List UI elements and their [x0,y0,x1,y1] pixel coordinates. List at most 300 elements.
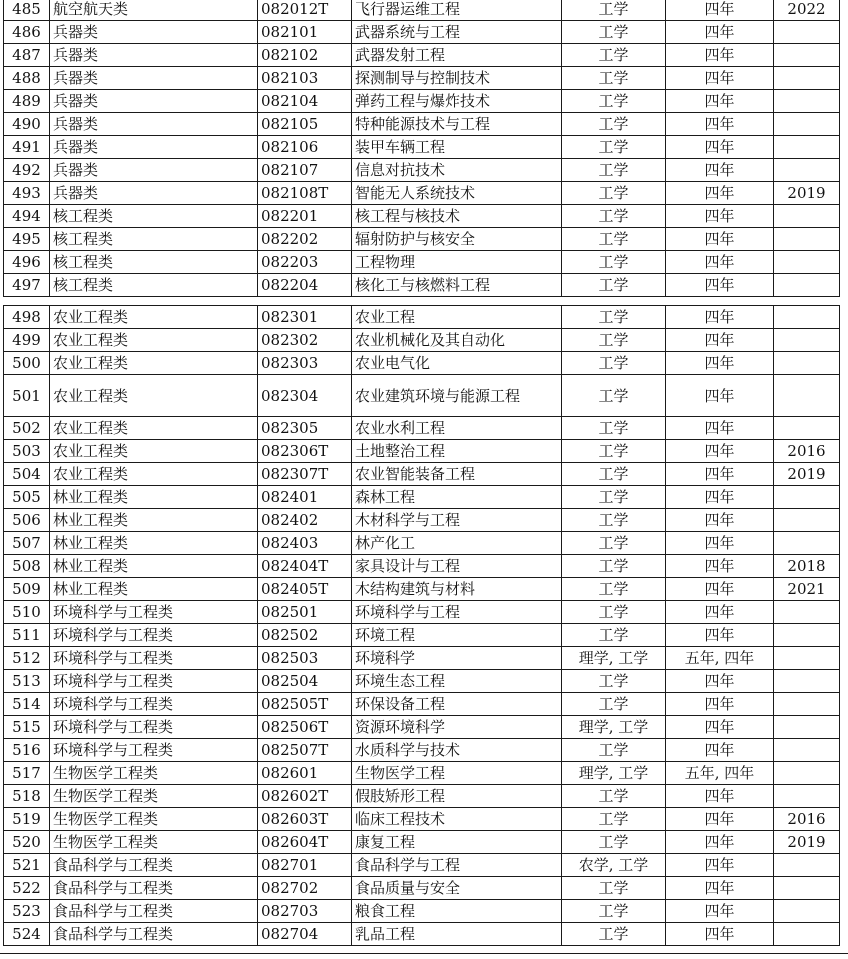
duration-cell: 四年 [666,67,774,90]
major-code-cell: 082101 [258,21,352,44]
duration-cell: 四年 [666,375,774,417]
degree-cell: 工学 [562,509,666,532]
table-row [4,67,840,90]
degree-cell: 工学 [562,228,666,251]
table-row [4,205,840,228]
row-number: 520 [4,831,50,854]
table-row [4,375,840,417]
table-row [4,647,840,670]
category-cell: 食品科学与工程类 [50,877,258,900]
row-number: 515 [4,716,50,739]
year-added-cell [774,274,840,297]
major-code-cell: 082301 [258,306,352,329]
category-cell: 农业工程类 [50,306,258,329]
table-row [4,555,840,578]
year-added-cell [774,785,840,808]
major-name-cell: 农业电气化 [352,352,562,375]
row-number: 524 [4,923,50,946]
table-row [4,463,840,486]
category-cell: 林业工程类 [50,532,258,555]
major-code-cell: 082203 [258,251,352,274]
category-cell: 农业工程类 [50,463,258,486]
degree-cell: 工学 [562,440,666,463]
table-row [4,762,840,785]
major-name-cell: 弹药工程与爆炸技术 [352,90,562,113]
row-number: 493 [4,182,50,205]
row-number: 500 [4,352,50,375]
table-row [4,113,840,136]
duration-cell: 四年 [666,808,774,831]
duration-cell: 四年 [666,693,774,716]
table-row [4,274,840,297]
major-name-cell: 食品质量与安全 [352,877,562,900]
degree-cell: 工学 [562,486,666,509]
category-cell: 环境科学与工程类 [50,693,258,716]
degree-cell: 工学 [562,463,666,486]
degree-cell: 理学, 工学 [562,762,666,785]
year-added-cell [774,486,840,509]
duration-cell: 四年 [666,555,774,578]
category-cell: 兵器类 [50,159,258,182]
major-code-cell: 082701 [258,854,352,877]
major-code-cell: 082201 [258,205,352,228]
table-row [4,578,840,601]
table-row [4,182,840,205]
year-added-cell [774,647,840,670]
row-number: 497 [4,274,50,297]
degree-cell: 工学 [562,693,666,716]
duration-cell: 四年 [666,785,774,808]
major-code-cell: 082202 [258,228,352,251]
degree-cell: 工学 [562,785,666,808]
category-cell: 兵器类 [50,136,258,159]
degree-cell: 农学, 工学 [562,854,666,877]
majors-table-upper [3,0,840,297]
major-name-cell: 临床工程技术 [352,808,562,831]
table-row [4,159,840,182]
row-number: 512 [4,647,50,670]
degree-cell: 工学 [562,90,666,113]
major-name-cell: 农业智能装备工程 [352,463,562,486]
major-code-cell: 082501 [258,601,352,624]
duration-cell: 四年 [666,182,774,205]
year-added-cell [774,509,840,532]
row-number: 517 [4,762,50,785]
degree-cell: 工学 [562,923,666,946]
year-added-cell [774,352,840,375]
year-added-cell: 2021 [774,578,840,601]
table-row [4,136,840,159]
row-number: 502 [4,417,50,440]
degree-cell: 工学 [562,578,666,601]
category-cell: 航空航天类 [50,0,258,21]
year-added-cell: 2019 [774,463,840,486]
year-added-cell: 2016 [774,808,840,831]
table-row [4,306,840,329]
row-number: 518 [4,785,50,808]
major-name-cell: 土地整治工程 [352,440,562,463]
table-row [4,0,840,21]
duration-cell: 四年 [666,274,774,297]
year-added-cell [774,67,840,90]
category-cell: 农业工程类 [50,352,258,375]
major-name-cell: 家具设计与工程 [352,555,562,578]
row-number: 491 [4,136,50,159]
major-name-cell: 环境生态工程 [352,670,562,693]
table-row [4,831,840,854]
table-row [4,693,840,716]
table-row [4,329,840,352]
category-cell: 林业工程类 [50,555,258,578]
duration-cell: 四年 [666,900,774,923]
major-code-cell: 082507T [258,739,352,762]
degree-cell: 工学 [562,113,666,136]
table-row [4,923,840,946]
year-added-cell [774,693,840,716]
major-code-cell: 082204 [258,274,352,297]
major-code-cell: 082704 [258,923,352,946]
table-row [4,509,840,532]
degree-cell: 工学 [562,251,666,274]
row-number: 513 [4,670,50,693]
major-name-cell: 食品科学与工程 [352,854,562,877]
major-name-cell: 资源环境科学 [352,716,562,739]
duration-cell: 四年 [666,417,774,440]
row-number: 490 [4,113,50,136]
category-cell: 兵器类 [50,90,258,113]
major-name-cell: 生物医学工程 [352,762,562,785]
table-row [4,854,840,877]
major-name-cell: 木结构建筑与材料 [352,578,562,601]
table-row [4,90,840,113]
table-row [4,228,840,251]
major-name-cell: 环境科学与工程 [352,601,562,624]
year-added-cell [774,44,840,67]
major-name-cell: 农业工程 [352,306,562,329]
category-cell: 环境科学与工程类 [50,647,258,670]
major-code-cell: 082102 [258,44,352,67]
major-name-cell: 智能无人系统技术 [352,182,562,205]
major-name-cell: 装甲车辆工程 [352,136,562,159]
duration-cell: 四年 [666,306,774,329]
year-added-cell: 2019 [774,831,840,854]
row-number: 509 [4,578,50,601]
major-code-cell: 082306T [258,440,352,463]
table-row [4,21,840,44]
category-cell: 生物医学工程类 [50,808,258,831]
row-number: 489 [4,90,50,113]
category-cell: 农业工程类 [50,329,258,352]
major-code-cell: 082602T [258,785,352,808]
table-row [4,486,840,509]
duration-cell: 四年 [666,601,774,624]
row-number: 514 [4,693,50,716]
major-name-cell: 信息对抗技术 [352,159,562,182]
major-name-cell: 康复工程 [352,831,562,854]
duration-cell: 四年 [666,923,774,946]
duration-cell: 四年 [666,440,774,463]
category-cell: 食品科学与工程类 [50,854,258,877]
table-row [4,251,840,274]
duration-cell: 四年 [666,329,774,352]
major-code-cell: 082307T [258,463,352,486]
row-number: 492 [4,159,50,182]
degree-cell: 工学 [562,67,666,90]
table-row [4,440,840,463]
row-number: 488 [4,67,50,90]
category-cell: 食品科学与工程类 [50,900,258,923]
major-code-cell: 082401 [258,486,352,509]
degree-cell: 工学 [562,306,666,329]
duration-cell: 四年 [666,0,774,21]
year-added-cell: 2019 [774,182,840,205]
degree-cell: 工学 [562,205,666,228]
duration-cell: 四年 [666,486,774,509]
major-name-cell: 农业建筑环境与能源工程 [352,375,562,417]
major-name-cell: 农业水利工程 [352,417,562,440]
row-number: 511 [4,624,50,647]
major-code-cell: 082104 [258,90,352,113]
row-number: 494 [4,205,50,228]
year-added-cell: 2018 [774,555,840,578]
year-added-cell [774,329,840,352]
category-cell: 核工程类 [50,228,258,251]
category-cell: 林业工程类 [50,578,258,601]
degree-cell: 工学 [562,739,666,762]
category-cell: 兵器类 [50,67,258,90]
major-name-cell: 环境科学 [352,647,562,670]
degree-cell: 工学 [562,624,666,647]
major-code-cell: 082103 [258,67,352,90]
major-code-cell: 082502 [258,624,352,647]
major-name-cell: 木材科学与工程 [352,509,562,532]
degree-cell: 工学 [562,329,666,352]
major-code-cell: 082302 [258,329,352,352]
year-added-cell [774,113,840,136]
year-added-cell [774,532,840,555]
year-added-cell: 2016 [774,440,840,463]
major-code-cell: 082012T [258,0,352,21]
degree-cell: 工学 [562,136,666,159]
category-cell: 环境科学与工程类 [50,624,258,647]
major-code-cell: 082505T [258,693,352,716]
table-row [4,739,840,762]
major-code-cell: 082403 [258,532,352,555]
major-code-cell: 082105 [258,113,352,136]
year-added-cell [774,159,840,182]
major-name-cell: 核化工与核燃料工程 [352,274,562,297]
duration-cell: 四年 [666,854,774,877]
category-cell: 环境科学与工程类 [50,739,258,762]
major-name-cell: 环境工程 [352,624,562,647]
row-number: 522 [4,877,50,900]
major-name-cell: 飞行器运维工程 [352,0,562,21]
major-code-cell: 082304 [258,375,352,417]
row-number: 498 [4,306,50,329]
majors-table-upper-body [4,0,840,297]
degree-cell: 工学 [562,159,666,182]
category-cell: 兵器类 [50,44,258,67]
year-added-cell [774,205,840,228]
year-added-cell [774,739,840,762]
degree-cell: 工学 [562,21,666,44]
table-row [4,785,840,808]
year-added-cell [774,136,840,159]
row-number: 506 [4,509,50,532]
major-name-cell: 工程物理 [352,251,562,274]
duration-cell: 四年 [666,21,774,44]
major-code-cell: 082703 [258,900,352,923]
major-name-cell: 辐射防护与核安全 [352,228,562,251]
degree-cell: 工学 [562,0,666,21]
duration-cell: 四年 [666,877,774,900]
row-number: 505 [4,486,50,509]
category-cell: 生物医学工程类 [50,785,258,808]
category-cell: 核工程类 [50,251,258,274]
major-name-cell: 森林工程 [352,486,562,509]
year-added-cell [774,251,840,274]
degree-cell: 工学 [562,352,666,375]
next-row-edge [0,953,848,959]
degree-cell: 工学 [562,877,666,900]
category-cell: 环境科学与工程类 [50,716,258,739]
major-code-cell: 082604T [258,831,352,854]
major-code-cell: 082601 [258,762,352,785]
category-cell: 环境科学与工程类 [50,670,258,693]
category-cell: 生物医学工程类 [50,831,258,854]
degree-cell: 工学 [562,808,666,831]
row-number: 508 [4,555,50,578]
year-added-cell [774,900,840,923]
category-cell: 兵器类 [50,21,258,44]
duration-cell: 四年 [666,90,774,113]
row-number: 504 [4,463,50,486]
year-added-cell [774,854,840,877]
table-row [4,601,840,624]
row-number: 496 [4,251,50,274]
major-code-cell: 082107 [258,159,352,182]
major-code-cell: 082305 [258,417,352,440]
major-code-cell: 082303 [258,352,352,375]
duration-cell: 四年 [666,463,774,486]
major-name-cell: 林产化工 [352,532,562,555]
duration-cell: 四年 [666,251,774,274]
major-name-cell: 特种能源技术与工程 [352,113,562,136]
category-cell: 核工程类 [50,205,258,228]
category-cell: 农业工程类 [50,440,258,463]
category-cell: 食品科学与工程类 [50,923,258,946]
degree-cell: 工学 [562,182,666,205]
major-code-cell: 082106 [258,136,352,159]
majors-table-lower-body [4,306,840,946]
year-added-cell [774,877,840,900]
year-added-cell: 2022 [774,0,840,21]
row-number: 510 [4,601,50,624]
duration-cell: 四年 [666,352,774,375]
major-name-cell: 武器系统与工程 [352,21,562,44]
major-code-cell: 082702 [258,877,352,900]
major-name-cell: 武器发射工程 [352,44,562,67]
duration-cell: 五年, 四年 [666,647,774,670]
duration-cell: 四年 [666,113,774,136]
duration-cell: 四年 [666,532,774,555]
year-added-cell [774,601,840,624]
major-code-cell: 082108T [258,182,352,205]
degree-cell: 工学 [562,601,666,624]
major-code-cell: 082504 [258,670,352,693]
category-cell: 林业工程类 [50,486,258,509]
table-row [4,417,840,440]
degree-cell: 工学 [562,831,666,854]
degree-cell: 工学 [562,900,666,923]
category-cell: 林业工程类 [50,509,258,532]
row-number: 519 [4,808,50,831]
category-cell: 生物医学工程类 [50,762,258,785]
year-added-cell [774,21,840,44]
table-row [4,900,840,923]
duration-cell: 四年 [666,44,774,67]
degree-cell: 工学 [562,274,666,297]
row-number: 521 [4,854,50,877]
major-code-cell: 082506T [258,716,352,739]
degree-cell: 工学 [562,375,666,417]
category-cell: 兵器类 [50,182,258,205]
majors-table-lower [3,305,840,946]
row-number: 507 [4,532,50,555]
year-added-cell [774,670,840,693]
category-cell: 核工程类 [50,274,258,297]
major-name-cell: 乳品工程 [352,923,562,946]
duration-cell: 四年 [666,578,774,601]
degree-cell: 理学, 工学 [562,647,666,670]
duration-cell: 四年 [666,739,774,762]
row-number: 523 [4,900,50,923]
duration-cell: 四年 [666,670,774,693]
row-number: 503 [4,440,50,463]
degree-cell: 理学, 工学 [562,716,666,739]
duration-cell: 四年 [666,159,774,182]
degree-cell: 工学 [562,44,666,67]
major-code-cell: 082503 [258,647,352,670]
duration-cell: 四年 [666,136,774,159]
degree-cell: 工学 [562,555,666,578]
year-added-cell [774,228,840,251]
category-cell: 环境科学与工程类 [50,601,258,624]
year-added-cell [774,762,840,785]
major-code-cell: 082402 [258,509,352,532]
table-row [4,44,840,67]
duration-cell: 四年 [666,228,774,251]
major-name-cell: 水质科学与技术 [352,739,562,762]
duration-cell: 四年 [666,716,774,739]
row-number: 487 [4,44,50,67]
row-number: 516 [4,739,50,762]
major-name-cell: 农业机械化及其自动化 [352,329,562,352]
duration-cell: 四年 [666,509,774,532]
duration-cell: 四年 [666,831,774,854]
degree-cell: 工学 [562,670,666,693]
degree-cell: 工学 [562,417,666,440]
row-number: 485 [4,0,50,21]
row-number: 486 [4,21,50,44]
major-code-cell: 082404T [258,555,352,578]
category-cell: 农业工程类 [50,417,258,440]
major-name-cell: 环保设备工程 [352,693,562,716]
table-row [4,532,840,555]
major-name-cell: 粮食工程 [352,900,562,923]
year-added-cell [774,624,840,647]
table-row [4,352,840,375]
